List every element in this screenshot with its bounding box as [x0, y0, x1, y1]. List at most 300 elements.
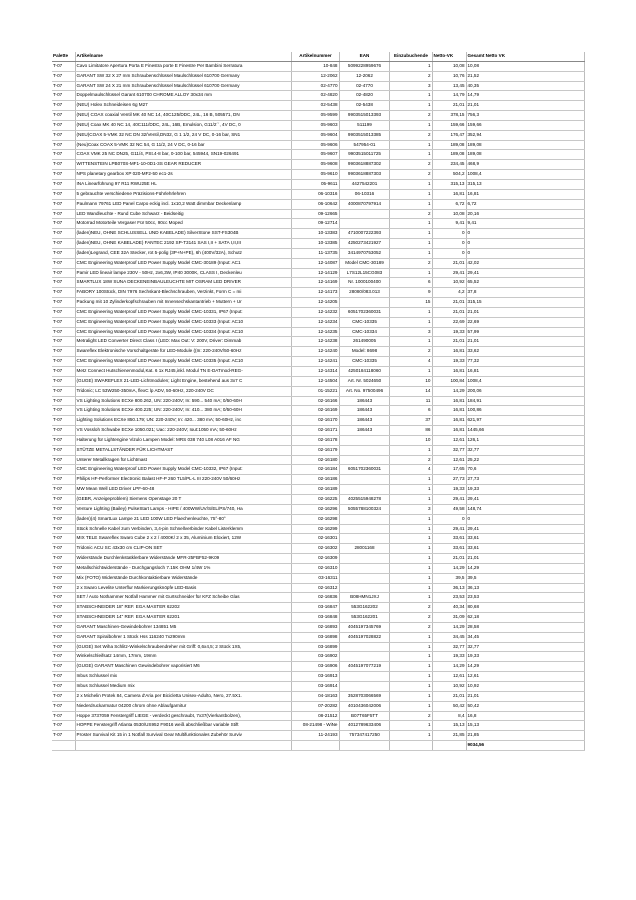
- cell-ean: Art. No. 97500496: [339, 386, 389, 396]
- table-row: [52, 219, 584, 229]
- cell-ean: [339, 209, 389, 219]
- table-body: [52, 61, 584, 740]
- cell-ean: 553G162202: [339, 603, 389, 613]
- cell-artikelnummer: 04-18163: [291, 691, 339, 701]
- cell-palette: T-07: [52, 386, 75, 396]
- cell-artikelnummer: 02-16178: [291, 435, 339, 445]
- cell-netto-vk: 10,08: [432, 209, 466, 219]
- cell-gesamt-netto-vk: 315,15: [466, 298, 584, 308]
- cell-einzubuchende: 1: [389, 544, 432, 554]
- cell-artikelname: GARANT SW 32 X 27 mm Schraubenschlüssel Maulschlüssel 610700 Germany: [75, 71, 291, 81]
- cell-gesamt-netto-vk: 21,01: [466, 307, 584, 317]
- cell-palette: T-07: [52, 170, 75, 180]
- cell-einzubuchende: 4: [389, 357, 432, 367]
- cell-artikelnummer: 12-14238: [291, 337, 339, 347]
- cell-palette: T-07: [52, 554, 75, 564]
- cell-palette: T-07: [52, 337, 75, 347]
- cell-einzubuchende: 1: [389, 445, 432, 455]
- cell-gesamt-netto-vk: 184,91: [466, 396, 584, 406]
- cell-palette: T-07: [52, 396, 75, 406]
- cell-netto-vk: 16,81: [432, 189, 466, 199]
- cell-artikelnummer: 02-16180: [291, 455, 339, 465]
- cell-gesamt-netto-vk: 21,01: [466, 691, 584, 701]
- cell-ean: 5055788100324: [339, 504, 389, 514]
- cell-ean: 4025515948278: [339, 494, 389, 504]
- total-spacer: [432, 741, 466, 751]
- cell-artikelname: STABSCHNEIDER 14" REF. EGA MASTER 62201: [75, 613, 291, 623]
- table-row: [52, 298, 584, 308]
- cell-einzubuchende: 1: [389, 248, 432, 258]
- cell-palette: T-07: [52, 485, 75, 495]
- cell-artikelnummer: 12-14235: [291, 327, 339, 337]
- cell-palette: T-07: [52, 622, 75, 632]
- cell-artikelname: STÜTZE METALLSTÄNDER FÜR LICHTMAST: [75, 445, 291, 455]
- cell-artikelname: (laden)NEU, OHNE SCHLUSSELL UND KABELADE) SilverStone SST-FS304B: [75, 229, 291, 239]
- table-row: [52, 701, 584, 711]
- table-row: [52, 81, 584, 91]
- cell-artikelnummer: 02-16836: [291, 593, 339, 603]
- cell-einzubuchende: 1: [389, 140, 432, 150]
- cell-netto-vk: 176,47: [432, 130, 466, 140]
- cell-einzubuchende: 1: [389, 229, 432, 239]
- cell-artikelnummer: 02-16225: [291, 494, 339, 504]
- cell-artikelname: Niederdruckarmatur 04200 chrom ohne Ablaufgarnitur: [75, 701, 291, 711]
- cell-gesamt-netto-vk: 25,22: [466, 455, 584, 465]
- cell-ean: CMC-10334: [339, 327, 389, 337]
- cell-einzubuchende: 11: [389, 396, 432, 406]
- cell-einzubuchende: 2: [389, 622, 432, 632]
- cell-ean: 4710007222393: [339, 229, 389, 239]
- cell-ean: 553G162201: [339, 613, 389, 623]
- cell-einzubuchende: 3: [389, 81, 432, 91]
- table-row: [52, 209, 584, 219]
- cell-netto-vk: 0: [432, 229, 466, 239]
- cell-artikelnummer: 05-9604: [291, 130, 339, 140]
- cell-palette: T-07: [52, 327, 75, 337]
- cell-einzubuchende: 1: [389, 573, 432, 583]
- cell-netto-vk: 39,5: [432, 573, 466, 583]
- cell-palette: T-07: [52, 101, 75, 111]
- cell-netto-vk: 9,41: [432, 219, 466, 229]
- table-row: [52, 130, 584, 140]
- cell-palette: T-07: [52, 229, 75, 239]
- cell-einzubuchende: 1: [389, 367, 432, 377]
- cell-netto-vk: 0: [432, 514, 466, 524]
- cell-netto-vk: 6,72: [432, 199, 466, 209]
- cell-netto-vk: 10,92: [432, 278, 466, 288]
- table-row: [52, 170, 584, 180]
- cell-palette: T-07: [52, 593, 75, 603]
- cell-artikelname: Stück Schnelle Kabel zum Verbinden, 3,4-pin Schnellverbinder Kabel Listerklemm: [75, 524, 291, 534]
- cell-artikelname: (NEU) Coax MK 40 NC 14, 40C111/DDC, 24L, 16B, Emulsion, G11/2´´, 4V DC, 0: [75, 120, 291, 130]
- table-row: [52, 524, 584, 534]
- cell-artikelnummer: 03-16848: [291, 613, 339, 623]
- cell-ean: 186443: [339, 396, 389, 406]
- cell-einzubuchende: 1: [389, 662, 432, 672]
- cell-palette: T-07: [52, 465, 75, 475]
- table-row: [52, 544, 584, 554]
- cell-artikelname: Cavo Limitatore Apertura Porta E Finestra porte E Finestre Per Bambini Serratura: [75, 61, 291, 71]
- cell-gesamt-netto-vk: 32,77: [466, 445, 584, 455]
- cell-gesamt-netto-vk: 12,61: [466, 672, 584, 682]
- cell-netto-vk: 29,41: [432, 494, 466, 504]
- cell-gesamt-netto-vk: 0: [466, 248, 584, 258]
- cell-artikelnummer: 09-12665: [291, 209, 339, 219]
- cell-artikelnummer: 01-15221: [291, 386, 339, 396]
- cell-artikelnummer: 02-16312: [291, 583, 339, 593]
- cell-einzubuchende: 3: [389, 327, 432, 337]
- cell-artikelname: WITTENSTEIN LPB070S-MF1-10-0D1-3S GEAR REDUCER: [75, 160, 291, 170]
- cell-gesamt-netto-vk: 21,01: [466, 554, 584, 564]
- cell-artikelname: Venture Lighting (Bailey) PulseStart Lamps - HIPE / 400WW/UV/S/EL/PS/740, Ha: [75, 504, 291, 514]
- cell-netto-vk: 17,65: [432, 465, 466, 475]
- cell-netto-vk: 8,4: [432, 711, 466, 721]
- cell-gesamt-netto-vk: 352,94: [466, 130, 584, 140]
- table-row: [52, 682, 584, 692]
- cell-palette: T-07: [52, 268, 75, 278]
- cell-palette: T-07: [52, 524, 75, 534]
- table-row: [52, 721, 584, 731]
- cell-einzubuchende: 1: [389, 337, 432, 347]
- cell-palette: T-07: [52, 209, 75, 219]
- table-row: [52, 347, 584, 357]
- cell-gesamt-netto-vk: 39,5: [466, 573, 584, 583]
- cell-ean: 511199: [339, 120, 389, 130]
- cell-einzubuchende: 1: [389, 642, 432, 652]
- cell-artikelname: 2 x Swaro Levelite Unterflur Markierungsknöpfe LED-Basis: [75, 583, 291, 593]
- cell-artikelnummer: 02-16189: [291, 485, 339, 495]
- cell-ean: Model: 8698: [339, 347, 389, 357]
- table-row: [52, 455, 584, 465]
- cell-ean: Nr. 1000100400: [339, 278, 389, 288]
- cell-ean: [339, 219, 389, 229]
- cell-ean: 6051702360031: [339, 465, 389, 475]
- cell-artikelnummer: 05-9606: [291, 140, 339, 150]
- cell-gesamt-netto-vk: 80,68: [466, 603, 584, 613]
- cell-palette: T-07: [52, 455, 75, 465]
- cell-einzubuchende: 1: [389, 731, 432, 741]
- cell-artikelname: STABSCHNEIDER 18" REF. EGA MASTER 62202: [75, 603, 291, 613]
- cell-ean: 4045197028822: [339, 632, 389, 642]
- cell-ean: 4010436042006: [339, 701, 389, 711]
- cell-artikelnummer: 02-16302: [291, 544, 339, 554]
- cell-ean: [339, 514, 389, 524]
- table-row: [52, 357, 584, 367]
- cell-netto-vk: 22,69: [432, 317, 466, 327]
- cell-artikelname: MW Mean Well LED Driver LPF-60-48: [75, 485, 291, 495]
- table-row: [52, 396, 584, 406]
- table-row: [52, 268, 584, 278]
- cell-netto-vk: 19,33: [432, 327, 466, 337]
- cell-einzubuchende: 1: [389, 583, 432, 593]
- table-row: [52, 416, 584, 426]
- cell-gesamt-netto-vk: 159,66: [466, 120, 584, 130]
- cell-ean: 06-10316: [339, 189, 389, 199]
- cell-gesamt-netto-vk: 42,02: [466, 258, 584, 268]
- cell-gesamt-netto-vk: 21,01: [466, 101, 584, 111]
- cell-einzubuchende: 9: [389, 288, 432, 298]
- table-row: [52, 278, 584, 288]
- cell-einzubuchende: 1: [389, 268, 432, 278]
- cell-palette: T-07: [52, 603, 75, 613]
- cell-palette: T-07: [52, 672, 75, 682]
- cell-artikelnummer: 12-14087: [291, 258, 339, 268]
- cell-palette: T-07: [52, 239, 75, 249]
- cell-artikelnummer: 05-9603: [291, 120, 339, 130]
- table-row: [52, 563, 584, 573]
- cell-ean: [339, 573, 389, 583]
- cell-palette: T-07: [52, 445, 75, 455]
- cell-gesamt-netto-vk: 19,33: [466, 652, 584, 662]
- cell-artikelname: NPS planetary gearbox XP 020-MF2-50 ec1-2s: [75, 170, 291, 180]
- cell-artikelnummer: 03-16906: [291, 662, 339, 672]
- cell-ean: 547954-01: [339, 140, 389, 150]
- cell-ean: 12-2062: [339, 71, 389, 81]
- table-row: [52, 61, 584, 71]
- cell-ean: [339, 554, 389, 564]
- table-row: [52, 179, 584, 189]
- cell-netto-vk: 14,29: [432, 386, 466, 396]
- cell-palette: T-07: [52, 435, 75, 445]
- cell-artikelnummer: 03-16913: [291, 672, 339, 682]
- cell-gesamt-netto-vk: 468,9: [466, 160, 584, 170]
- cell-netto-vk: 34,45: [432, 632, 466, 642]
- table-row: [52, 632, 584, 642]
- cell-ean: [339, 485, 389, 495]
- cell-einzubuchende: 10: [389, 435, 432, 445]
- cell-einzubuchende: 1: [389, 534, 432, 544]
- cell-artikelnummer: 03-16914: [291, 682, 339, 692]
- cell-gesamt-netto-vk: 1008,4: [466, 376, 584, 386]
- cell-netto-vk: 12,61: [432, 455, 466, 465]
- table-row: [52, 386, 584, 396]
- cell-einzubuchende: 1: [389, 120, 432, 130]
- cell-artikelname: CMC Engineering Waterproof LED Power Supply Model CMC-10331, IP67 (Input:: [75, 307, 291, 317]
- cell-gesamt-netto-vk: 621,97: [466, 416, 584, 426]
- cell-palette: T-07: [52, 347, 75, 357]
- cell-ean: 9903515011725: [339, 150, 389, 160]
- cell-netto-vk: 10,08: [432, 61, 466, 71]
- cell-netto-vk: 21,01: [432, 691, 466, 701]
- cell-artikelnummer: 12-14205: [291, 298, 339, 308]
- cell-palette: T-07: [52, 278, 75, 288]
- cell-palette: T-07: [52, 150, 75, 160]
- cell-gesamt-netto-vk: 62,18: [466, 613, 584, 623]
- cell-artikelnummer: 05-9599: [291, 111, 339, 121]
- cell-gesamt-netto-vk: 9,41: [466, 219, 584, 229]
- cell-artikelname: (NEU) Holex Schneideisen 6g M27: [75, 101, 291, 111]
- table-row: [52, 150, 584, 160]
- cell-ean: CMC-10335: [339, 357, 389, 367]
- cell-einzubuchende: 3: [389, 504, 432, 514]
- cell-gesamt-netto-vk: 21,85: [466, 731, 584, 741]
- cell-netto-vk: 31,09: [432, 613, 466, 623]
- cell-artikelname: (GEBR, Anzeigeproblem) Siemens Openstage 20 T: [75, 494, 291, 504]
- table-row: [52, 248, 584, 258]
- cell-netto-vk: 49,58: [432, 504, 466, 514]
- cell-artikelname: (GUGE) SWAREFLEX 21-LED-Lichtmodulen; Light Engine, bestehend aus 3x7 C: [75, 376, 291, 386]
- cell-artikelnummer: 10-13385: [291, 239, 339, 249]
- cell-artikelname: Tridonic; LC 53W250-350mA, flexC lp ADV, 50-60Hz, 220-240V DC: [75, 386, 291, 396]
- cell-ean: 4045197077219: [339, 662, 389, 672]
- cell-palette: T-07: [52, 307, 75, 317]
- cell-einzubuchende: 1: [389, 189, 432, 199]
- cell-artikelnummer: 05-9611: [291, 179, 339, 189]
- cell-einzubuchende: 1: [389, 179, 432, 189]
- cell-netto-vk: 29,41: [432, 524, 466, 534]
- cell-ean: 4427542201: [339, 179, 389, 189]
- cell-ean: [339, 298, 389, 308]
- table-header-row: [52, 52, 584, 61]
- table-row: [52, 485, 584, 495]
- cell-einzubuchende: 10: [389, 376, 432, 386]
- total-spacer: [75, 741, 291, 751]
- table-row: [52, 475, 584, 485]
- cell-artikelname: CMC Engineering Waterproof LED Power Supply Model CMC-30189 (Input: AC1: [75, 258, 291, 268]
- cell-artikelnummer: 03-16847: [291, 603, 339, 613]
- cell-netto-vk: 10,76: [432, 71, 466, 81]
- cell-artikelnummer: 02-16893: [291, 622, 339, 632]
- table-row: [52, 613, 584, 623]
- table-row: [52, 258, 584, 268]
- cell-ean: B07T65F5TT: [339, 711, 389, 721]
- cell-artikelname: Metallschichtwiderstände - Durchgangsloch 7.15K OHM 1/4W 1%: [75, 563, 291, 573]
- cell-palette: T-07: [52, 721, 75, 731]
- cell-artikelnummer: 08-21512: [291, 711, 339, 721]
- cell-palette: T-07: [52, 130, 75, 140]
- cell-artikelname: (NEU)COAX 5-VMK 32 NC DN 32/Ventil,DN32, G 1 1/2, 24 V DC, 0-16 bar, SN1: [75, 130, 291, 140]
- cell-palette: T-07: [52, 367, 75, 377]
- cell-einzubuchende: 2: [389, 711, 432, 721]
- cell-palette: T-07: [52, 199, 75, 209]
- cell-gesamt-netto-vk: 16,81: [466, 367, 584, 377]
- cell-ean: [339, 524, 389, 534]
- table-row: [52, 593, 584, 603]
- cell-netto-vk: 21,01: [432, 554, 466, 564]
- table-row: [52, 376, 584, 386]
- cell-gesamt-netto-vk: 189,08: [466, 140, 584, 150]
- cell-artikelnummer: 02-16301: [291, 534, 339, 544]
- cell-netto-vk: 16,81: [432, 416, 466, 426]
- cell-ean: 02-5438: [339, 101, 389, 111]
- cell-artikelname: Unterer Metallkragen für Lichtmast: [75, 455, 291, 465]
- cell-artikelnummer: 03-16311: [291, 573, 339, 583]
- cell-netto-vk: 12,61: [432, 672, 466, 682]
- cell-artikelname: Mix (FOTO) Widerstände Durchkontaktierbare Widerstände: [75, 573, 291, 583]
- cell-einzubuchende: 1: [389, 554, 432, 564]
- cell-gesamt-netto-vk: 33,62: [466, 347, 584, 357]
- cell-einzubuchende: 1: [389, 701, 432, 711]
- cell-ean: Model CMC-30189: [339, 258, 389, 268]
- cell-einzubuchende: 86: [389, 426, 432, 436]
- cell-netto-vk: 19,33: [432, 485, 466, 495]
- cell-artikelname: Proster Survival Kit 15 in 1 Notfall Survival Gear Multifunktionales Zubehör Surviv: [75, 731, 291, 741]
- cell-ean: [339, 445, 389, 455]
- cell-netto-vk: 32,77: [432, 642, 466, 652]
- total-spacer: [339, 741, 389, 751]
- cell-artikelnummer: 12-14173: [291, 288, 339, 298]
- cell-einzubuchende: 2: [389, 209, 432, 219]
- cell-ean: [339, 642, 389, 652]
- cell-artikelname: SMARTLUX 18W SUNA DECKENEINBAULEUCHTE MIT OSRAM LED DRIVER: [75, 278, 291, 288]
- table-row: [52, 642, 584, 652]
- cell-artikelnummer: 02-16171: [291, 426, 339, 436]
- cell-einzubuchende: 2: [389, 130, 432, 140]
- cell-artikelname: Hoppe 3737059 Fenstergriff LIEGE - verdeckt geschraubt, 7x37(Vierkantbolzen),: [75, 711, 291, 721]
- cell-gesamt-netto-vk: 200,06: [466, 386, 584, 396]
- cell-netto-vk: 21,01: [432, 258, 466, 268]
- table-row: [52, 435, 584, 445]
- cell-einzubuchende: 1: [389, 721, 432, 731]
- cell-artikelname: SET / Auto Nothammer Notfall Hammer mit Gurtschneider für KFZ Scheibe Glas: [75, 593, 291, 603]
- cell-artikelnummer: 12-14169: [291, 278, 339, 288]
- cell-einzubuchende: 2: [389, 111, 432, 121]
- cell-ean: 261490005: [339, 337, 389, 347]
- cell-artikelnummer: 12-14129: [291, 268, 339, 278]
- table-row: [52, 189, 584, 199]
- cell-gesamt-netto-vk: 148,74: [466, 504, 584, 514]
- table-row: [52, 337, 584, 347]
- cell-ean: L7S12L15CG083: [339, 268, 389, 278]
- cell-einzubuchende: 4: [389, 465, 432, 475]
- table-row: [52, 239, 584, 249]
- table-row: [52, 288, 584, 298]
- cell-einzubuchende: 15: [389, 298, 432, 308]
- cell-artikelname: FABORY 100Stück, DIN 7976 Sechskant-Blechschrauben, Verzinkt, Form C = mi: [75, 288, 291, 298]
- table-row: [52, 534, 584, 544]
- cell-artikelnummer: 02-4820: [291, 91, 339, 101]
- cell-ean: 3528703066569: [339, 691, 389, 701]
- cell-netto-vk: 16,81: [432, 396, 466, 406]
- cell-palette: T-07: [52, 642, 75, 652]
- cell-einzubuchende: 1: [389, 485, 432, 495]
- table-row: [52, 307, 584, 317]
- cell-palette: T-07: [52, 317, 75, 327]
- cell-netto-vk: 0: [432, 239, 466, 249]
- cell-artikelnummer: 03-16898: [291, 632, 339, 642]
- cell-palette: T-07: [52, 71, 75, 81]
- cell-artikelname: (laden)NEU, OHNE KABELADE) FANTEC 2192 SP-T3141 SAS I,II + SATA I,II,III: [75, 239, 291, 249]
- cell-einzubuchende: 1: [389, 91, 432, 101]
- cell-netto-vk: 315,13: [432, 179, 466, 189]
- cell-netto-vk: 234,45: [432, 160, 466, 170]
- cell-ean: [339, 652, 389, 662]
- cell-artikelnummer: 08-21498 - WiNe: [291, 721, 339, 731]
- cell-gesamt-netto-vk: 10,08: [466, 61, 584, 71]
- cell-ean: [339, 563, 389, 573]
- cell-artikelnummer: 12-14240: [291, 347, 339, 357]
- cell-ean: 5099228959676: [339, 61, 389, 71]
- table-row: [52, 672, 584, 682]
- cell-netto-vk: 189,08: [432, 140, 466, 150]
- cell-einzubuchende: 1: [389, 317, 432, 327]
- total-row: [52, 741, 584, 751]
- cell-palette: T-07: [52, 61, 75, 71]
- table-row: [52, 71, 584, 81]
- cell-gesamt-netto-vk: 14,29: [466, 563, 584, 573]
- cell-artikelname: VS Lighting Solutions ECXe 400.225; UN: 220-240V; In: 410... 380 mA; 0/50-60H: [75, 406, 291, 416]
- table-row: [52, 554, 584, 564]
- cell-artikelname: (GUGE) Set Wiha Schlitz-Winkelschraubendreher mit Griff: 0,6x4,5; 2 Stück 1X5,: [75, 642, 291, 652]
- cell-artikelname: (Neu)Coax COAX 5-VMK 32 NC 54, G 11/2, 24 V DC, 0-16 bar: [75, 140, 291, 150]
- cell-palette: T-07: [52, 504, 75, 514]
- cell-palette: T-07: [52, 731, 75, 741]
- cell-netto-vk: 10,92: [432, 682, 466, 692]
- cell-ean: [339, 583, 389, 593]
- cell-artikelnummer: 02-16170: [291, 416, 339, 426]
- cell-gesamt-netto-vk: 0: [466, 514, 584, 524]
- cell-palette: T-07: [52, 613, 75, 623]
